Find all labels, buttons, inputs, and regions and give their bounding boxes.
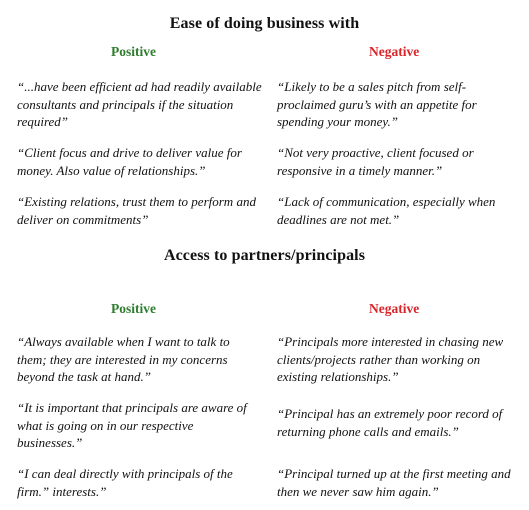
section-title-ease: Ease of doing business with <box>169 15 360 32</box>
negative-quote: “Lack of communication, especially when deadlines are not met.” <box>277 194 496 227</box>
negative-quote: “Principal turned up at the first meeting and then we never saw him again.” <box>277 466 511 499</box>
negative-quote: “Not very proactive, client focused or responsive in a timely manner.” <box>277 145 474 178</box>
positive-heading: Positive <box>111 301 156 316</box>
positive-quote: “...have been efficient ad had readily available consultants and principals if the situation required” <box>17 79 262 129</box>
positive-quote: “It is important that principals are aware of what is going on in our respective businesses.” <box>17 400 247 450</box>
positive-quote: “Client focus and drive to deliver value for money. Also value of relationships.” <box>17 145 242 178</box>
positive-quote: “Existing relations, trust them to perform and deliver on commitments” <box>17 194 256 227</box>
positive-quote: “I can deal directly with principals of the firm.” interests.” <box>17 466 233 499</box>
positive-heading: Positive <box>111 44 156 59</box>
negative-heading: Negative <box>369 301 420 316</box>
positive-quote: “Always available when I want to talk to them; they are interested in my concerns beyond the task at hand.” <box>17 334 230 384</box>
negative-quote: “Principal has an extremely poor record of returning phone calls and emails.” <box>277 406 503 439</box>
negative-heading: Negative <box>369 44 420 59</box>
section-title-access: Access to partners/principals <box>163 247 366 264</box>
negative-quote: “Likely to be a sales pitch from self-proclaimed guru’s with an appetite for spending your money.” <box>277 79 477 129</box>
negative-quote: “Principals more interested in chasing new clients/projects rather than working on existing relationships.” <box>277 334 504 384</box>
